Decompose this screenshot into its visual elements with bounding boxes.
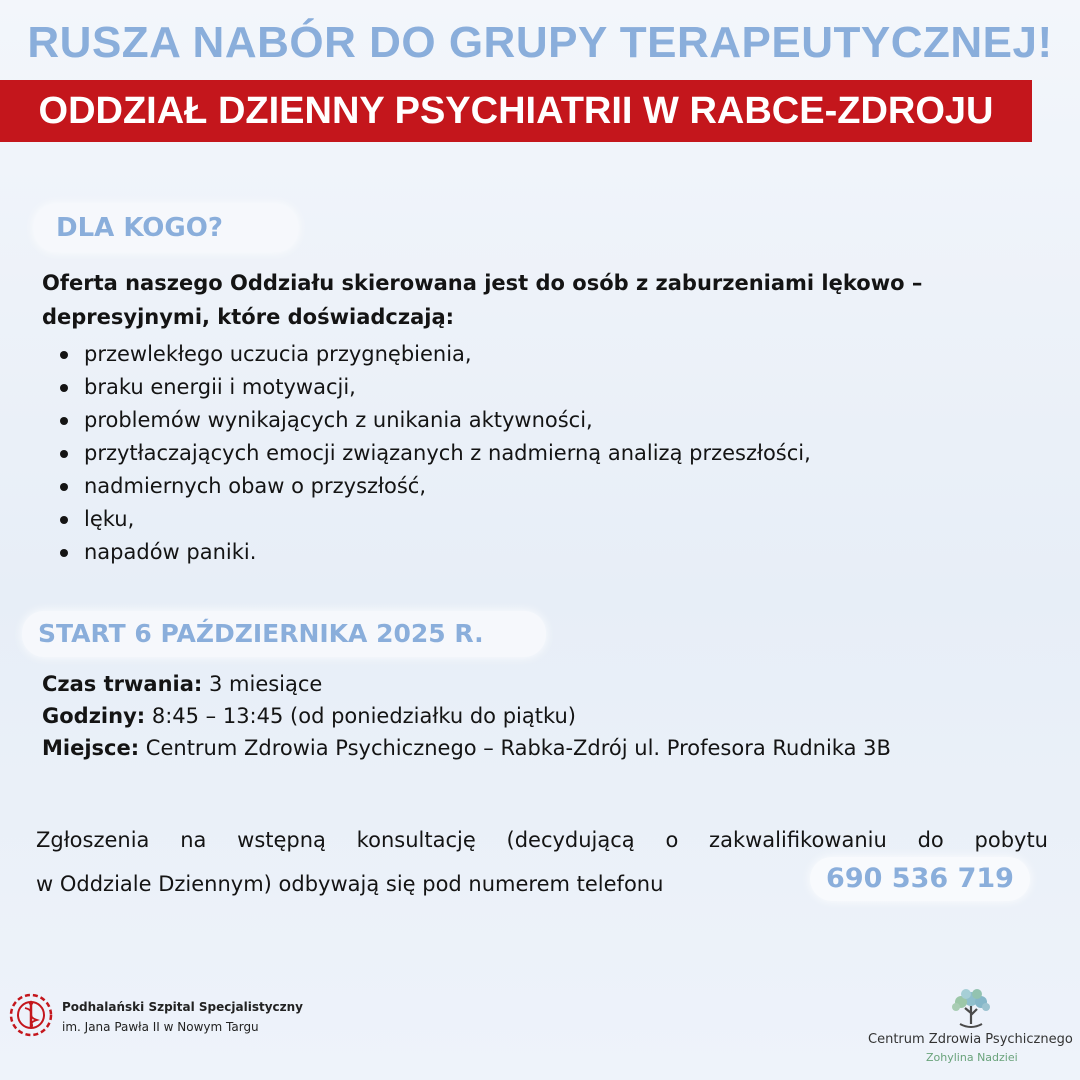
- medical-caduceus-icon: [8, 992, 54, 1038]
- place-row: [42, 732, 1062, 764]
- duration-value: 3 miesiące: [202, 672, 323, 696]
- duration-label: Czas trwania:: [42, 672, 203, 696]
- details-block: [42, 668, 1062, 764]
- headline: RUSZA NABÓR DO GRUPY TERAPEUTYCZNEJ!: [27, 18, 1053, 67]
- hours-value: 8:45 – 13:45 (od poniedziałku do piątku): [145, 704, 576, 728]
- start-heading: START 6 PAŹDZIERNIKA 2025 R.: [38, 619, 484, 648]
- hours-row: [42, 700, 1062, 732]
- start-heading-pill: [22, 611, 546, 657]
- phone-number[interactable]: 690 536 719: [810, 857, 1030, 901]
- who-heading: DLA KOGO?: [56, 213, 223, 243]
- list-item: przytłaczających emocji związanych z nadmierną analizą przeszłości,: [60, 437, 1060, 470]
- tree-icon: [946, 986, 996, 1032]
- application-line-2: w Oddziale Dziennym) odbywają się pod numerem telefonu: [36, 872, 664, 896]
- czp-name: Centrum Zdrowia Psychicznego: [868, 1032, 1073, 1047]
- symptom-list: [60, 338, 1060, 569]
- duration-row: [42, 668, 1062, 700]
- czp-subtitle: Zohylina Nadziei: [926, 1051, 1018, 1064]
- application-line-1: Zgłoszenia na wstępną konsultację (decydującą o zakwalifikowaniu do pobytu: [36, 828, 1048, 852]
- hours-label: Godziny:: [42, 704, 146, 728]
- hospital-name: Podhalański Szpital Specjalistyczny: [62, 1000, 303, 1014]
- title-banner: [0, 80, 1032, 142]
- hospital-subtitle: im. Jana Pawła II w Nowym Targu: [62, 1020, 259, 1034]
- list-item: nadmiernych obaw o przyszłość,: [60, 470, 1060, 503]
- list-item: problemów wynikających z unikania aktywności,: [60, 404, 1060, 437]
- banner-title: ODDZIAŁ DZIENNY PSYCHIATRII W RABCE-ZDROJU: [38, 90, 994, 132]
- intro-text: Oferta naszego Oddziału skierowana jest do osób z zaburzeniami lękowo – depresyjnymi, które doświadczają:: [42, 271, 923, 329]
- who-heading-pill: [34, 204, 298, 252]
- list-item: braku energii i motywacji,: [60, 371, 1060, 404]
- place-value: Centrum Zdrowia Psychicznego – Rabka-Zdrój ul. Profesora Rudnika 3B: [139, 736, 891, 760]
- list-item: lęku,: [60, 503, 1060, 536]
- place-label: Miejsce:: [42, 736, 140, 760]
- list-item: przewlekłego uczucia przygnębienia,: [60, 338, 1060, 371]
- list-item: napadów paniki.: [60, 536, 1060, 569]
